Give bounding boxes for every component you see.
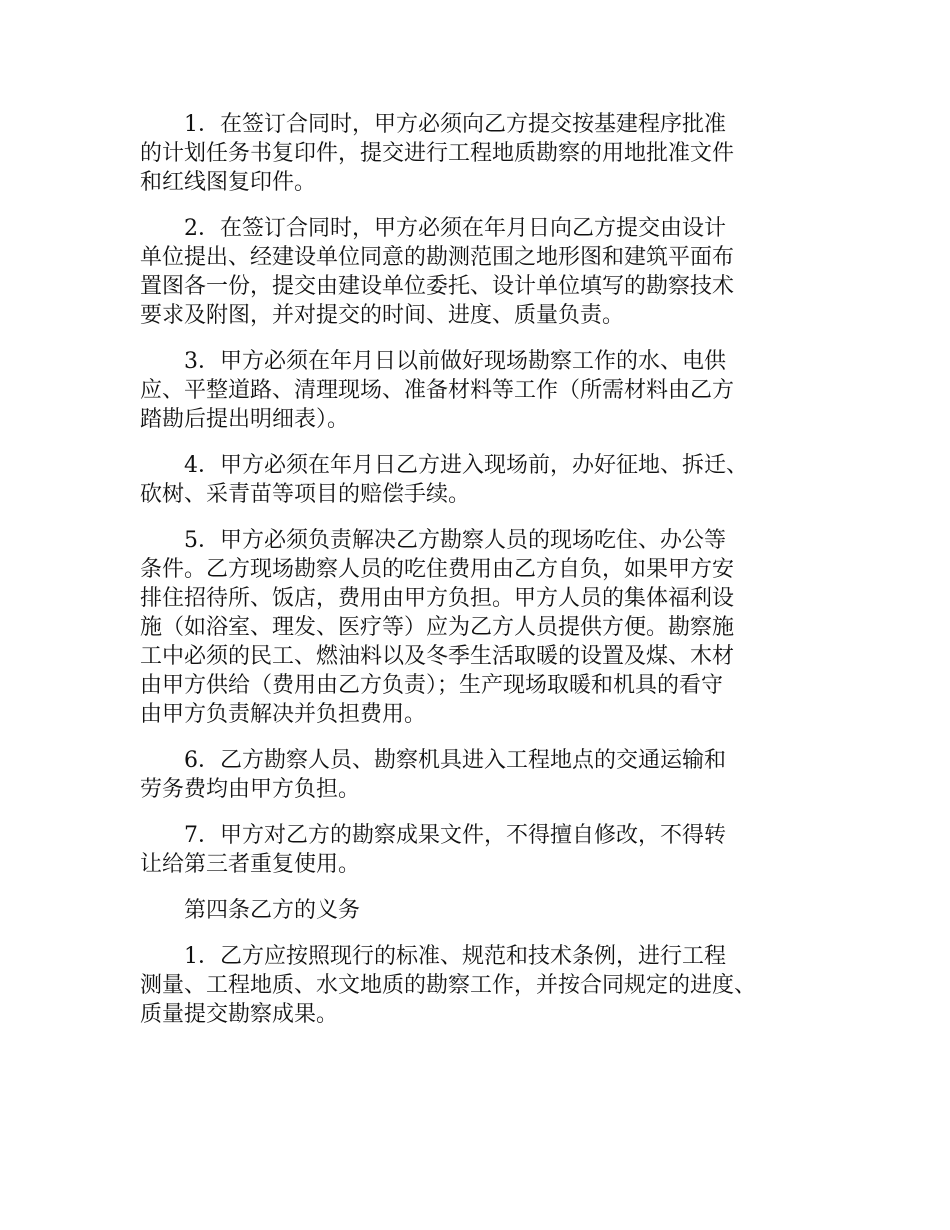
paragraph-line: 应、平整道路、清理现场、准备材料等工作（所需材料由乙方 xyxy=(140,378,735,403)
paragraph-line: 1．乙方应按照现行的标准、规范和技术条例，进行工程 xyxy=(184,944,726,969)
paragraph-line: 由甲方负责解决并负担费用。 xyxy=(140,702,427,727)
paragraph-line: 4．甲方必须在年月日乙方进入现场前，办好征地、拆迁、 xyxy=(184,453,748,478)
paragraph-line: 要求及附图，并对提交的时间、进度、质量负责。 xyxy=(140,303,625,328)
paragraph-line: 劳务费均由甲方负担。 xyxy=(140,777,361,802)
paragraph-line: 条件。乙方现场勘察人员的吃住费用由乙方自负，如果甲方安 xyxy=(140,557,735,582)
paragraph-line: 3．甲方必须在年月日以前做好现场勘察工作的水、电供 xyxy=(184,349,726,374)
paragraph-line: 置图各一份，提交由建设单位委托、设计单位填写的勘察技术 xyxy=(140,274,735,299)
paragraph-line: 2．在签订合同时，甲方必须在年月日向乙方提交由设计 xyxy=(184,216,726,241)
paragraph-line: 砍树、采青苗等项目的赔偿手续。 xyxy=(140,482,471,507)
paragraph-2 xyxy=(140,214,840,330)
paragraph-line: 5．甲方必须负责解决乙方勘察人员的现场吃住、办公等 xyxy=(184,528,726,553)
paragraph-line: 的计划任务书复印件，提交进行工程地质勘察的用地批准文件 xyxy=(140,141,735,166)
paragraph-line: 质量提交勘察成果。 xyxy=(140,1002,339,1027)
paragraph-3 xyxy=(140,347,840,434)
paragraph-5 xyxy=(140,526,840,729)
document-body xyxy=(140,110,840,1046)
paragraph-line: 6．乙方勘察人员、勘察机具进入工程地点的交通运输和 xyxy=(184,748,726,773)
paragraph-line: 踏勘后提出明细表）。 xyxy=(140,407,350,432)
section-heading xyxy=(140,896,840,925)
paragraph-line: 7．甲方对乙方的勘察成果文件，不得擅自修改，不得转 xyxy=(184,823,726,848)
section-heading-text: 第四条乙方的义务 xyxy=(184,898,361,923)
paragraph-line: 让给第三者重复使用。 xyxy=(140,852,361,877)
paragraph-line: 工中必须的民工、燃油料以及冬季生活取暖的设置及煤、木材 xyxy=(140,644,735,669)
paragraph-1 xyxy=(140,110,840,197)
paragraph-8 xyxy=(140,942,840,1029)
paragraph-line: 测量、工程地质、水文地质的勘察工作，并按合同规定的进度、 xyxy=(140,973,757,998)
paragraph-line: 单位提出、经建设单位同意的勘测范围之地形图和建筑平面布 xyxy=(140,245,735,270)
paragraph-line: 和红线图复印件。 xyxy=(140,170,317,195)
paragraph-4 xyxy=(140,451,840,509)
paragraph-line: 由甲方供给（费用由乙方负责）；生产现场取暖和机具的看守 xyxy=(140,673,724,698)
paragraph-line: 排住招待所、饭店，费用由甲方负担。甲方人员的集体福利设 xyxy=(140,586,735,611)
paragraph-7 xyxy=(140,821,840,879)
paragraph-6 xyxy=(140,746,840,804)
paragraph-line: 施（如浴室、理发、医疗等）应为乙方人员提供方便。勘察施 xyxy=(140,615,735,640)
paragraph-line: 1．在签订合同时，甲方必须向乙方提交按基建程序批准 xyxy=(184,112,726,137)
